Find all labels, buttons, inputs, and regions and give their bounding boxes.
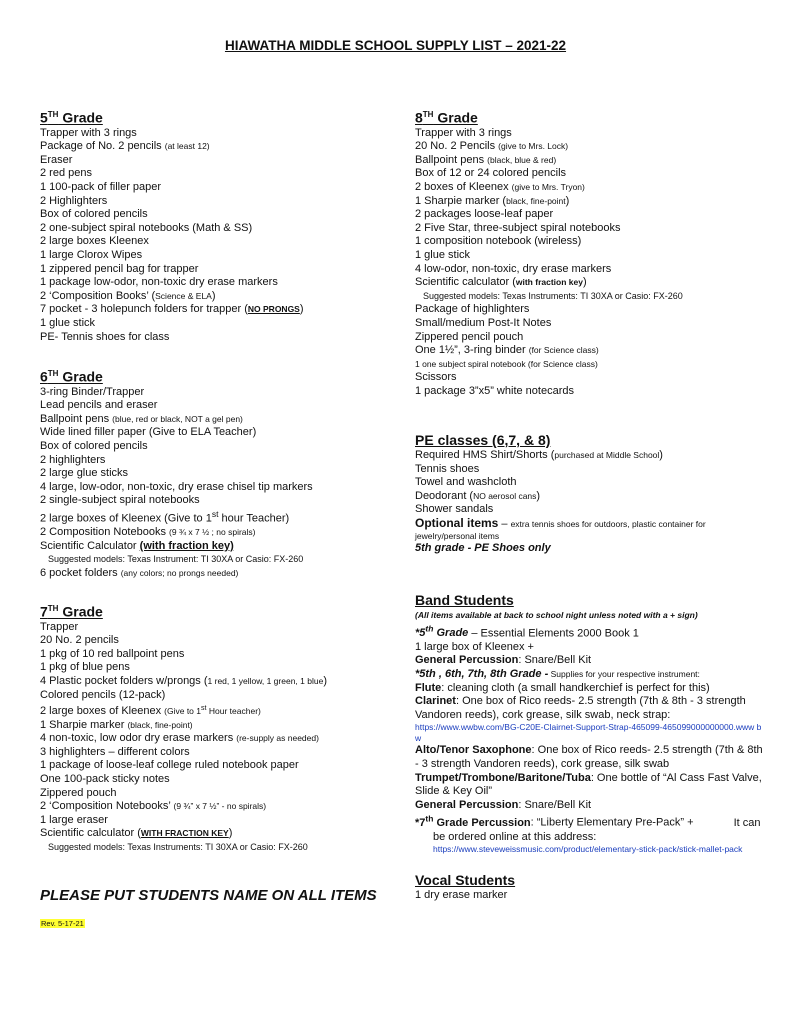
list-item: 1 Sharpie marker (black, fine-point) [415, 194, 570, 207]
list-item: 2 packages loose-leaf paper [415, 208, 554, 221]
list-item: 1 package of loose-leaf college ruled notebook paper [40, 759, 299, 772]
list-item: 4 non-toxic, low odor dry erase markers (re-supply as needed) [40, 732, 319, 745]
list-item: 2 ‘Composition Notebooks’ (9 ¾” x 7 ½” - no spirals) [40, 800, 267, 813]
list-item: 1 dry erase marker [415, 889, 508, 901]
list-item: 2 large glue sticks [40, 467, 129, 480]
list-item: Small/medium Post-It Notes [415, 316, 552, 329]
list-item: Zippered pencil pouch [415, 330, 524, 343]
list-item: Lead pencils and eraser [40, 399, 158, 412]
list-item: One 1½”, 3-ring binder (for Science class) [415, 344, 599, 357]
list-item: 1 glue stick [415, 249, 471, 261]
list-item: 2 highlighters [40, 453, 106, 466]
list-item: 20 No. 2 pencils [40, 634, 119, 647]
list-item: 1 package low-odor, non-toxic dry erase markers [40, 276, 278, 289]
list-item: 20 No. 2 Pencils (give to Mrs. Lock) [415, 140, 569, 153]
list-item: 2 large boxes of Kleenex (Give to 1st hour Teacher) [40, 509, 290, 525]
percussion-link[interactable]: https://www.steveweissmusic.com/product/elementary-stick-pack/stick-mallet-pack [433, 844, 743, 855]
band-heading: Band Students [415, 592, 514, 608]
list-item: 2 boxes of Kleenex (give to Mrs. Tryon) [415, 181, 585, 194]
list-item: be ordered online at this address: [433, 830, 597, 843]
list-item: 4 large, low-odor, non-toxic, dry erase chisel tip markers [40, 480, 313, 493]
grade7-heading: 7TH Grade [40, 603, 103, 620]
list-item: 1 pkg of 10 red ballpoint pens [40, 647, 185, 660]
list-item: 3 highlighters – different colors [40, 745, 190, 758]
list-item: Clarinet: One box of Rico reeds- 2.5 strength (7th & 8th - 3 strength Vandoren reeds), cork grease, silk swab, neck strap: [415, 695, 746, 721]
list-item: 1 composition notebook (wireless) [415, 235, 582, 248]
list-item: 1 large eraser [40, 813, 108, 826]
list-item: Eraser [40, 153, 73, 166]
list-item: Wide lined filler paper (Give to ELA Teacher) [40, 426, 257, 439]
grade8-heading: 8TH Grade [415, 109, 478, 126]
list-item: 3-ring Binder/Trapper [40, 385, 145, 398]
list-item: Required HMS Shirt/Shorts (purchased at Middle School) [415, 449, 663, 461]
list-item: Trumpet/Trombone/Baritone/Tuba: One bottle of “Al Cass Fast Valve, Slide & Key Oil” [415, 771, 762, 798]
list-item: *5th Grade – Essential Elements 2000 Book 1 [415, 623, 639, 640]
grade5-heading: 5TH Grade [40, 109, 103, 126]
grade8-section [415, 106, 765, 399]
list-item: Trapper with 3 rings [40, 126, 137, 139]
list-item: One 100-pack sticky notes [40, 773, 170, 786]
list-item: 2 single-subject spiral notebooks [40, 494, 200, 507]
list-item: Box of colored pencils [40, 208, 148, 221]
band-section [415, 592, 765, 855]
vocal-section [415, 872, 765, 903]
list-item: 1 glue stick [40, 316, 96, 329]
list-item: 4 low-odor, non-toxic, dry erase markers [415, 262, 612, 275]
list-item: Trapper [40, 620, 79, 633]
list-item: 5th grade - PE Shoes only [415, 541, 551, 554]
list-item: Scissors [415, 371, 457, 384]
list-item: Ballpoint pens (black, blue & red) [415, 153, 557, 166]
list-item: 1 pkg of blue pens [40, 661, 130, 674]
list-item: Deodorant (NO aerosol cans) [415, 489, 541, 502]
list-item: Box of 12 or 24 colored pencils [415, 167, 567, 180]
list-item: *5th , 6th, 7th, 8th Grade - Supplies for your respective instrument: [415, 668, 700, 681]
list-item: Scientific Calculator (with fraction key) [40, 539, 234, 552]
list-item: 2 Highlighters [40, 194, 108, 207]
list-item: Flute: cleaning cloth (a small handkerchief is perfect for this) [415, 681, 710, 694]
list-item: 2 large boxes of Kleenex (Give to 1st Hour teacher) [40, 704, 261, 718]
list-item: Scientific calculator (WITH FRACTION KEY) [40, 827, 233, 840]
list-item: Towel and washcloth [415, 476, 517, 489]
list-item: Box of colored pencils [40, 440, 148, 453]
list-item: 1 zippered pencil bag for trapper [40, 262, 199, 275]
list-item: Alto/Tenor Saxophone: One box of Rico reeds- 2.5 strength (7th & 8th - 3 strength Vandoren reeds), cork grease, silk swab [415, 744, 763, 770]
list-item: 4 Plastic pocket folders w/prongs (1 red, 1 yellow, 1 green, 1 blue) [40, 675, 327, 688]
list-item: Suggested models: Texas Instruments: TI 30XA or Casio: FX-260 [423, 290, 683, 301]
list-item: 7 pocket - 3 holepunch folders for trapper (NO PRONGS) [40, 303, 304, 316]
list-item: Shower sandals [415, 503, 494, 516]
page-title: HIAWATHA MIDDLE SCHOOL SUPPLY LIST – 2021-22 [224, 38, 567, 53]
list-item: Suggested models: Texas Instrument: TI 30XA or Casio: FX-260 [48, 554, 304, 565]
grade7-section [40, 600, 390, 855]
vocal-heading: Vocal Students [415, 872, 516, 888]
list-item: 1 Sharpie marker (black, fine-point) [40, 718, 193, 731]
list-item: 2 Five Star, three-subject spiral notebooks [415, 221, 621, 234]
list-item: *7th Grade Percussion: “Liberty Elementary Pre-Pack” + It can [415, 813, 761, 830]
list-item: 1 large box of Kleenex + [415, 640, 534, 653]
list-item: Package of No. 2 pencils (at least 12) [40, 140, 210, 153]
list-item: Scientific calculator (with fraction key) [415, 276, 587, 289]
list-item: Optional items – extra tennis shoes for outdoors, plastic container for jewelry/personal items [415, 515, 706, 541]
list-item: 2 ‘Composition Books’ (Science & ELA) [40, 289, 216, 302]
list-item: 2 Composition Notebooks (9 ¾ x 7 ½ ; no spirals) [40, 526, 256, 539]
list-item: General Percussion: Snare/Bell Kit [415, 654, 592, 667]
list-item: Trapper with 3 rings [415, 126, 512, 139]
band-note: (All items available at back to school night unless noted with a + sign) [415, 610, 698, 620]
grade6-section [40, 365, 390, 581]
list-item: Suggested models: Texas Instruments: TI 30XA or Casio: FX-260 [48, 841, 308, 852]
list-item: 2 large boxes Kleenex [40, 235, 149, 248]
clarinet-link[interactable]: https://www.wwbw.com/BG-C20E-Clairnet-Support-Strap-465099-465099000000000.www bw [415, 722, 762, 744]
list-item: 2 one-subject spiral notebooks (Math & SS) [40, 221, 253, 234]
list-item: 1 package 3”x5” white notecards [415, 384, 574, 397]
grade5-section [40, 106, 390, 344]
list-item: 1 one subject spiral notebook (for Science class) [415, 358, 598, 369]
grade6-heading: 6TH Grade [40, 368, 103, 385]
list-item: 1 large Clorox Wipes [40, 249, 143, 261]
list-item: Zippered pouch [40, 786, 117, 799]
pe-section [415, 432, 765, 556]
list-item: PE- Tennis shoes for class [40, 330, 170, 343]
list-item: 1 100-pack of filler paper [40, 181, 162, 194]
list-item: Colored pencils (12-pack) [40, 688, 166, 701]
pe-heading: PE classes (6,7, & 8) [415, 432, 551, 448]
list-item: Ballpoint pens (blue, red or black, NOT a gel pen) [40, 412, 243, 425]
revision-label: Rev. 5-17-21 [41, 919, 84, 928]
list-item: 2 red pens [40, 167, 92, 180]
list-item: General Percussion: Snare/Bell Kit [415, 798, 592, 811]
name-notice: PLEASE PUT STUDENTS NAME ON ALL ITEMS [40, 887, 377, 904]
list-item: Package of highlighters [415, 303, 530, 316]
list-item: 6 pocket folders (any colors; no prongs needed) [40, 567, 239, 580]
list-item: Tennis shoes [415, 462, 480, 475]
